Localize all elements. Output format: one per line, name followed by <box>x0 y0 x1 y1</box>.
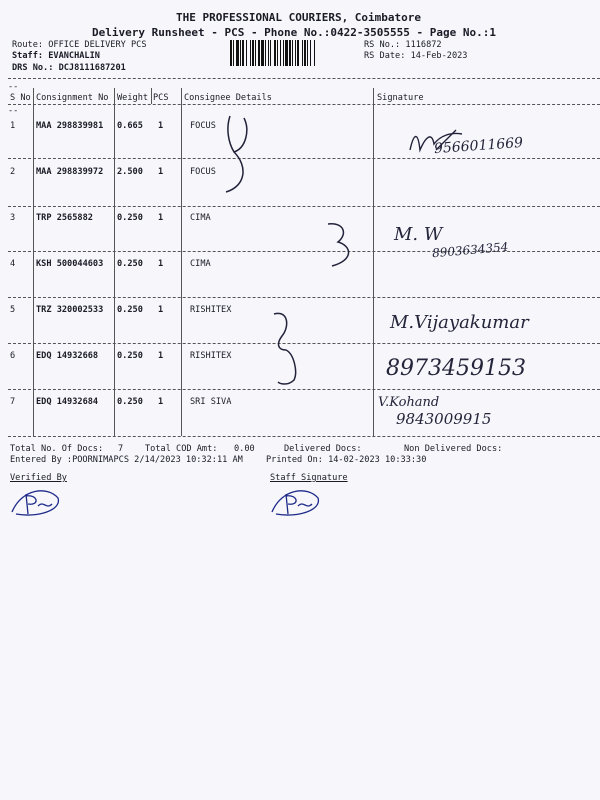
handwritten-phone: 9843009915 <box>396 410 492 428</box>
row-weight: 0.250 <box>117 305 143 315</box>
row-weight: 0.250 <box>117 259 143 269</box>
non-delivered-docs: Non Delivered Docs: <box>404 444 503 454</box>
row-sno: 1 <box>10 121 16 131</box>
row-pcs: 1 <box>158 397 164 407</box>
row-consignee: CIMA <box>190 259 211 269</box>
row-pcs: 1 <box>158 167 164 177</box>
handwritten-signature: V.Kohand <box>378 395 440 410</box>
header-divider <box>8 78 600 79</box>
row-pcs: 1 <box>158 351 164 361</box>
verifier-signature <box>8 484 64 520</box>
staff-signature <box>268 484 324 520</box>
row-pcs: 1 <box>158 259 164 269</box>
total-cod-label: Total COD Amt: <box>145 444 218 454</box>
company-name: THE PROFESSIONAL COURIERS, Coimbatore <box>176 11 422 24</box>
row-weight: 0.250 <box>117 213 143 223</box>
printed-on: Printed On: 14-02-2023 10:33:30 <box>266 455 427 465</box>
row-pcs: 1 <box>158 213 164 223</box>
total-docs: 7 <box>118 444 124 454</box>
staff-signature-label: Staff Signature <box>270 473 348 483</box>
row-pcs: 1 <box>158 121 164 131</box>
row-consignment: TRP 2565882 <box>36 213 93 223</box>
row-sno: 7 <box>10 397 16 407</box>
row-consignee: CIMA <box>190 213 211 223</box>
row-consignee: SRI SIVA <box>190 397 232 407</box>
column-header-divider <box>8 104 600 105</box>
handwritten-phone: 8973459153 <box>386 356 526 381</box>
delivered-docs: Delivered Docs: <box>284 444 362 454</box>
row-sno: 4 <box>10 259 16 269</box>
row-sno: 3 <box>10 213 16 223</box>
col-consignment: Consignment No <box>36 93 109 103</box>
bracket-mark <box>322 218 362 270</box>
handwritten-signature: M.Vijayakumar <box>390 312 529 333</box>
handwritten-phone: 8903634354 <box>431 239 509 261</box>
row-weight: 2.500 <box>117 167 143 177</box>
total-cod: 0.00 <box>234 444 255 454</box>
handwritten-phone: 9566011669 <box>433 134 524 158</box>
col-consignee: Consignee Details <box>184 93 272 103</box>
verified-by-label: Verified By <box>10 473 67 483</box>
bracket-mark <box>268 310 312 388</box>
row-sno: 5 <box>10 305 16 315</box>
row-weight: 0.250 <box>117 351 143 361</box>
row-consignee: RISHITEX <box>190 351 232 361</box>
route: Route: OFFICE DELIVERY PCS <box>12 40 147 50</box>
row-consignee: FOCUS <box>190 167 216 177</box>
total-docs-label: Total No. Of Docs: <box>10 444 104 454</box>
row-consignment: KSH 500044603 <box>36 259 104 269</box>
col-signature: Signature <box>377 93 424 103</box>
row-weight: 0.250 <box>117 397 143 407</box>
row-consignment: MAA 298839981 <box>36 121 104 131</box>
row-consignment: EDQ 14932668 <box>36 351 99 361</box>
row-sno: 6 <box>10 351 16 361</box>
row-pcs: 1 <box>158 305 164 315</box>
drs-number: DRS No.: DCJ8111687201 <box>12 63 126 73</box>
handwritten-signature: M. W <box>394 224 443 245</box>
row-consignment: EDQ 14932684 <box>36 397 99 407</box>
row-consignment: TRZ 320002533 <box>36 305 104 315</box>
col-sno: S No <box>10 93 31 103</box>
row-consignment: MAA 298839972 <box>36 167 104 177</box>
rs-number: RS No.: 1116872 <box>364 40 442 50</box>
col-pcs: PCS <box>153 93 169 103</box>
rs-date: RS Date: 14-Feb-2023 <box>364 51 468 61</box>
runsheet-title: Delivery Runsheet - PCS - Phone No.:0422-3505555 - Page No.:1 <box>92 26 496 39</box>
row-consignee: FOCUS <box>190 121 216 131</box>
col-weight: Weight <box>117 93 149 103</box>
entered-by: Entered By :POORNIMAPCS 2/14/2023 10:32:11 AM <box>10 455 243 465</box>
row-weight: 0.665 <box>117 121 143 131</box>
bracket-mark <box>220 108 260 198</box>
row-consignee: RISHITEX <box>190 305 232 315</box>
row-sno: 2 <box>10 167 16 177</box>
barcode <box>230 40 358 66</box>
staff-name: Staff: EVANCHALIN <box>12 51 100 61</box>
